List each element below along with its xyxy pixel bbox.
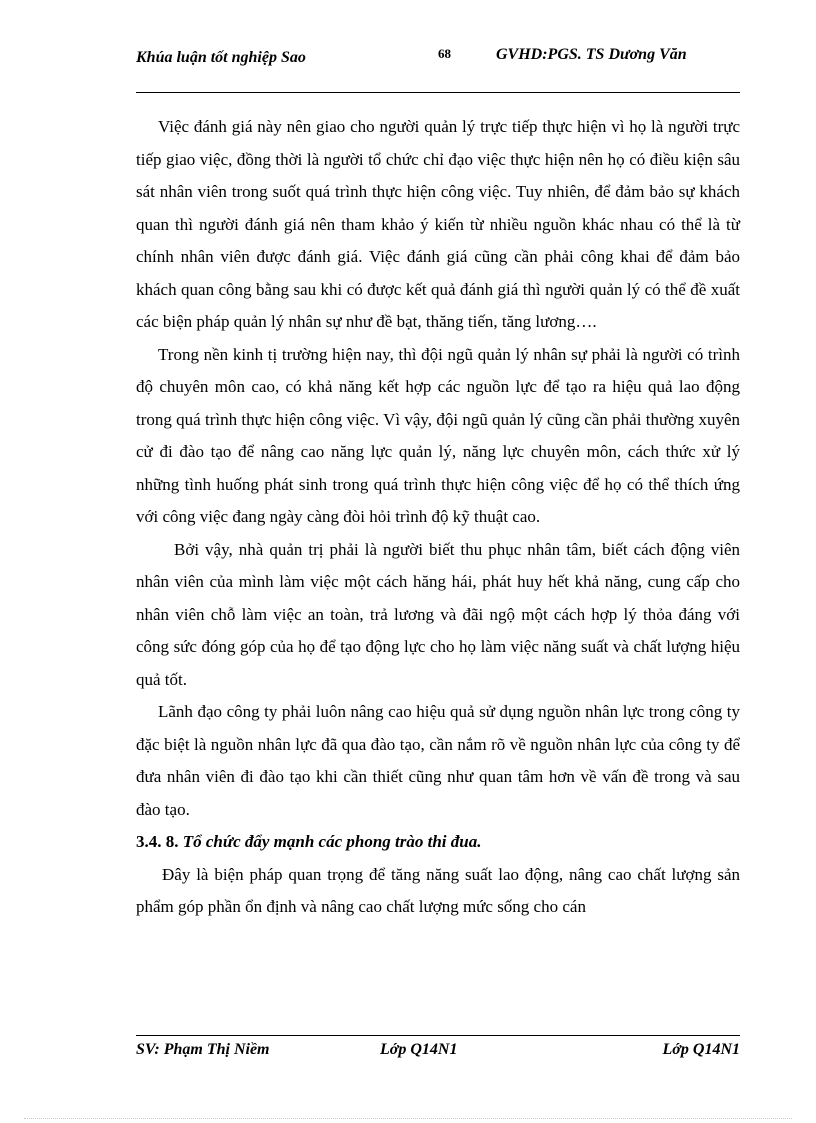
section-heading [136,826,740,859]
paragraph-emulation: Đây là biện pháp quan trọng để tăng năng suất lao động, nâng cao chất lượng sản phẩm góp phần ổn định và nâng cao chất lượng mức sống cho cán [136,864,740,916]
footer-class-right: Lớp Q14N1 [662,1041,740,1058]
paragraph-leadership: Lãnh đạo công ty phải luôn nâng cao hiệu quả sử dụng nguồn nhân lực trong công ty đặc biệt là nguồn nhân lực đã qua đào tạo, cần nắm rõ về nguồn nhân lực của công ty để đưa nhân viên đi đào tạo khi cần thiết cũng như quan tâm hơn về vấn đề trong và sau đào tạo. [136,702,740,819]
header-thesis-title: Khúa luận tốt nghiệp Sao [136,49,306,66]
footer-student: SV: Phạm Thị Niềm [136,1041,270,1058]
page-body [136,111,740,924]
page-footer [136,1035,740,1066]
footer-class-middle: Lớp Q14N1 [380,1041,458,1058]
section-number: 3.4. 8. [136,832,179,851]
page-edge-divider [24,1118,792,1119]
page-number: 68 [438,46,451,61]
section-title: Tổ chức đẩy mạnh các phong trào thi đua. [182,832,482,851]
paragraph-evaluation: Việc đánh giá này nên giao cho người quản lý trực tiếp thực hiện vì họ là người trực tiếp giao việc, đồng thời là người tổ chức chỉ đạo việc thực hiện nên họ có điều kiện sâu sát nhân viên trong suốt quá trình thực hiện công việc. Tuy nhiên, để đảm bảo sự khách quan thì người đánh giá nên tham khảo ý kiến từ nhiều nguồn khác nhau có thể là từ chính nhân viên được đánh giá. Việc đánh giá cũng cần phải công khai để đảm bảo khách quan công bằng sau khi có được kết quả đánh giá thì người quản lý có thể đề xuất các biện pháp quản lý nhân sự như đề bạt, thăng tiến, tăng lương…. [136,117,740,331]
paragraph-manager-role: Bởi vậy, nhà quản trị phải là người biết thu phục nhân tâm, biết cách động viên nhân viên của mình làm việc một cách hăng hái, phát huy hết khả năng, cung cấp cho nhân viên chỗ làm việc an toàn, trả lương và đãi ngộ một cách hợp lý thỏa đáng với công sức đóng góp của họ để tạo động lực cho họ làm việc năng suất và chất lượng hiệu quả tốt. [136,539,740,689]
paragraph-management-team: Trong nền kinh tị trường hiện nay, thì đội ngũ quản lý nhân sự phải là người có trình độ chuyên môn cao, có khả năng kết hợp các nguồn lực để tạo ra hiệu quả lao động trong quá trình thực hiện công việc. Vì vậy, đội ngũ quản lý cũng cần phải thường xuyên cử đi đào tạo để nâng cao năng lực quản lý, năng lực chuyên môn, cách thức xử lý những tình huống phát sinh trong quá trình thực hiện công việc để họ có thể thích ứng với công việc đang ngày càng đòi hỏi trình độ kỹ thuật cao. [136,344,740,526]
page-header [136,44,740,93]
header-advisor: GVHD:PGS. TS Dương Văn [496,46,687,63]
